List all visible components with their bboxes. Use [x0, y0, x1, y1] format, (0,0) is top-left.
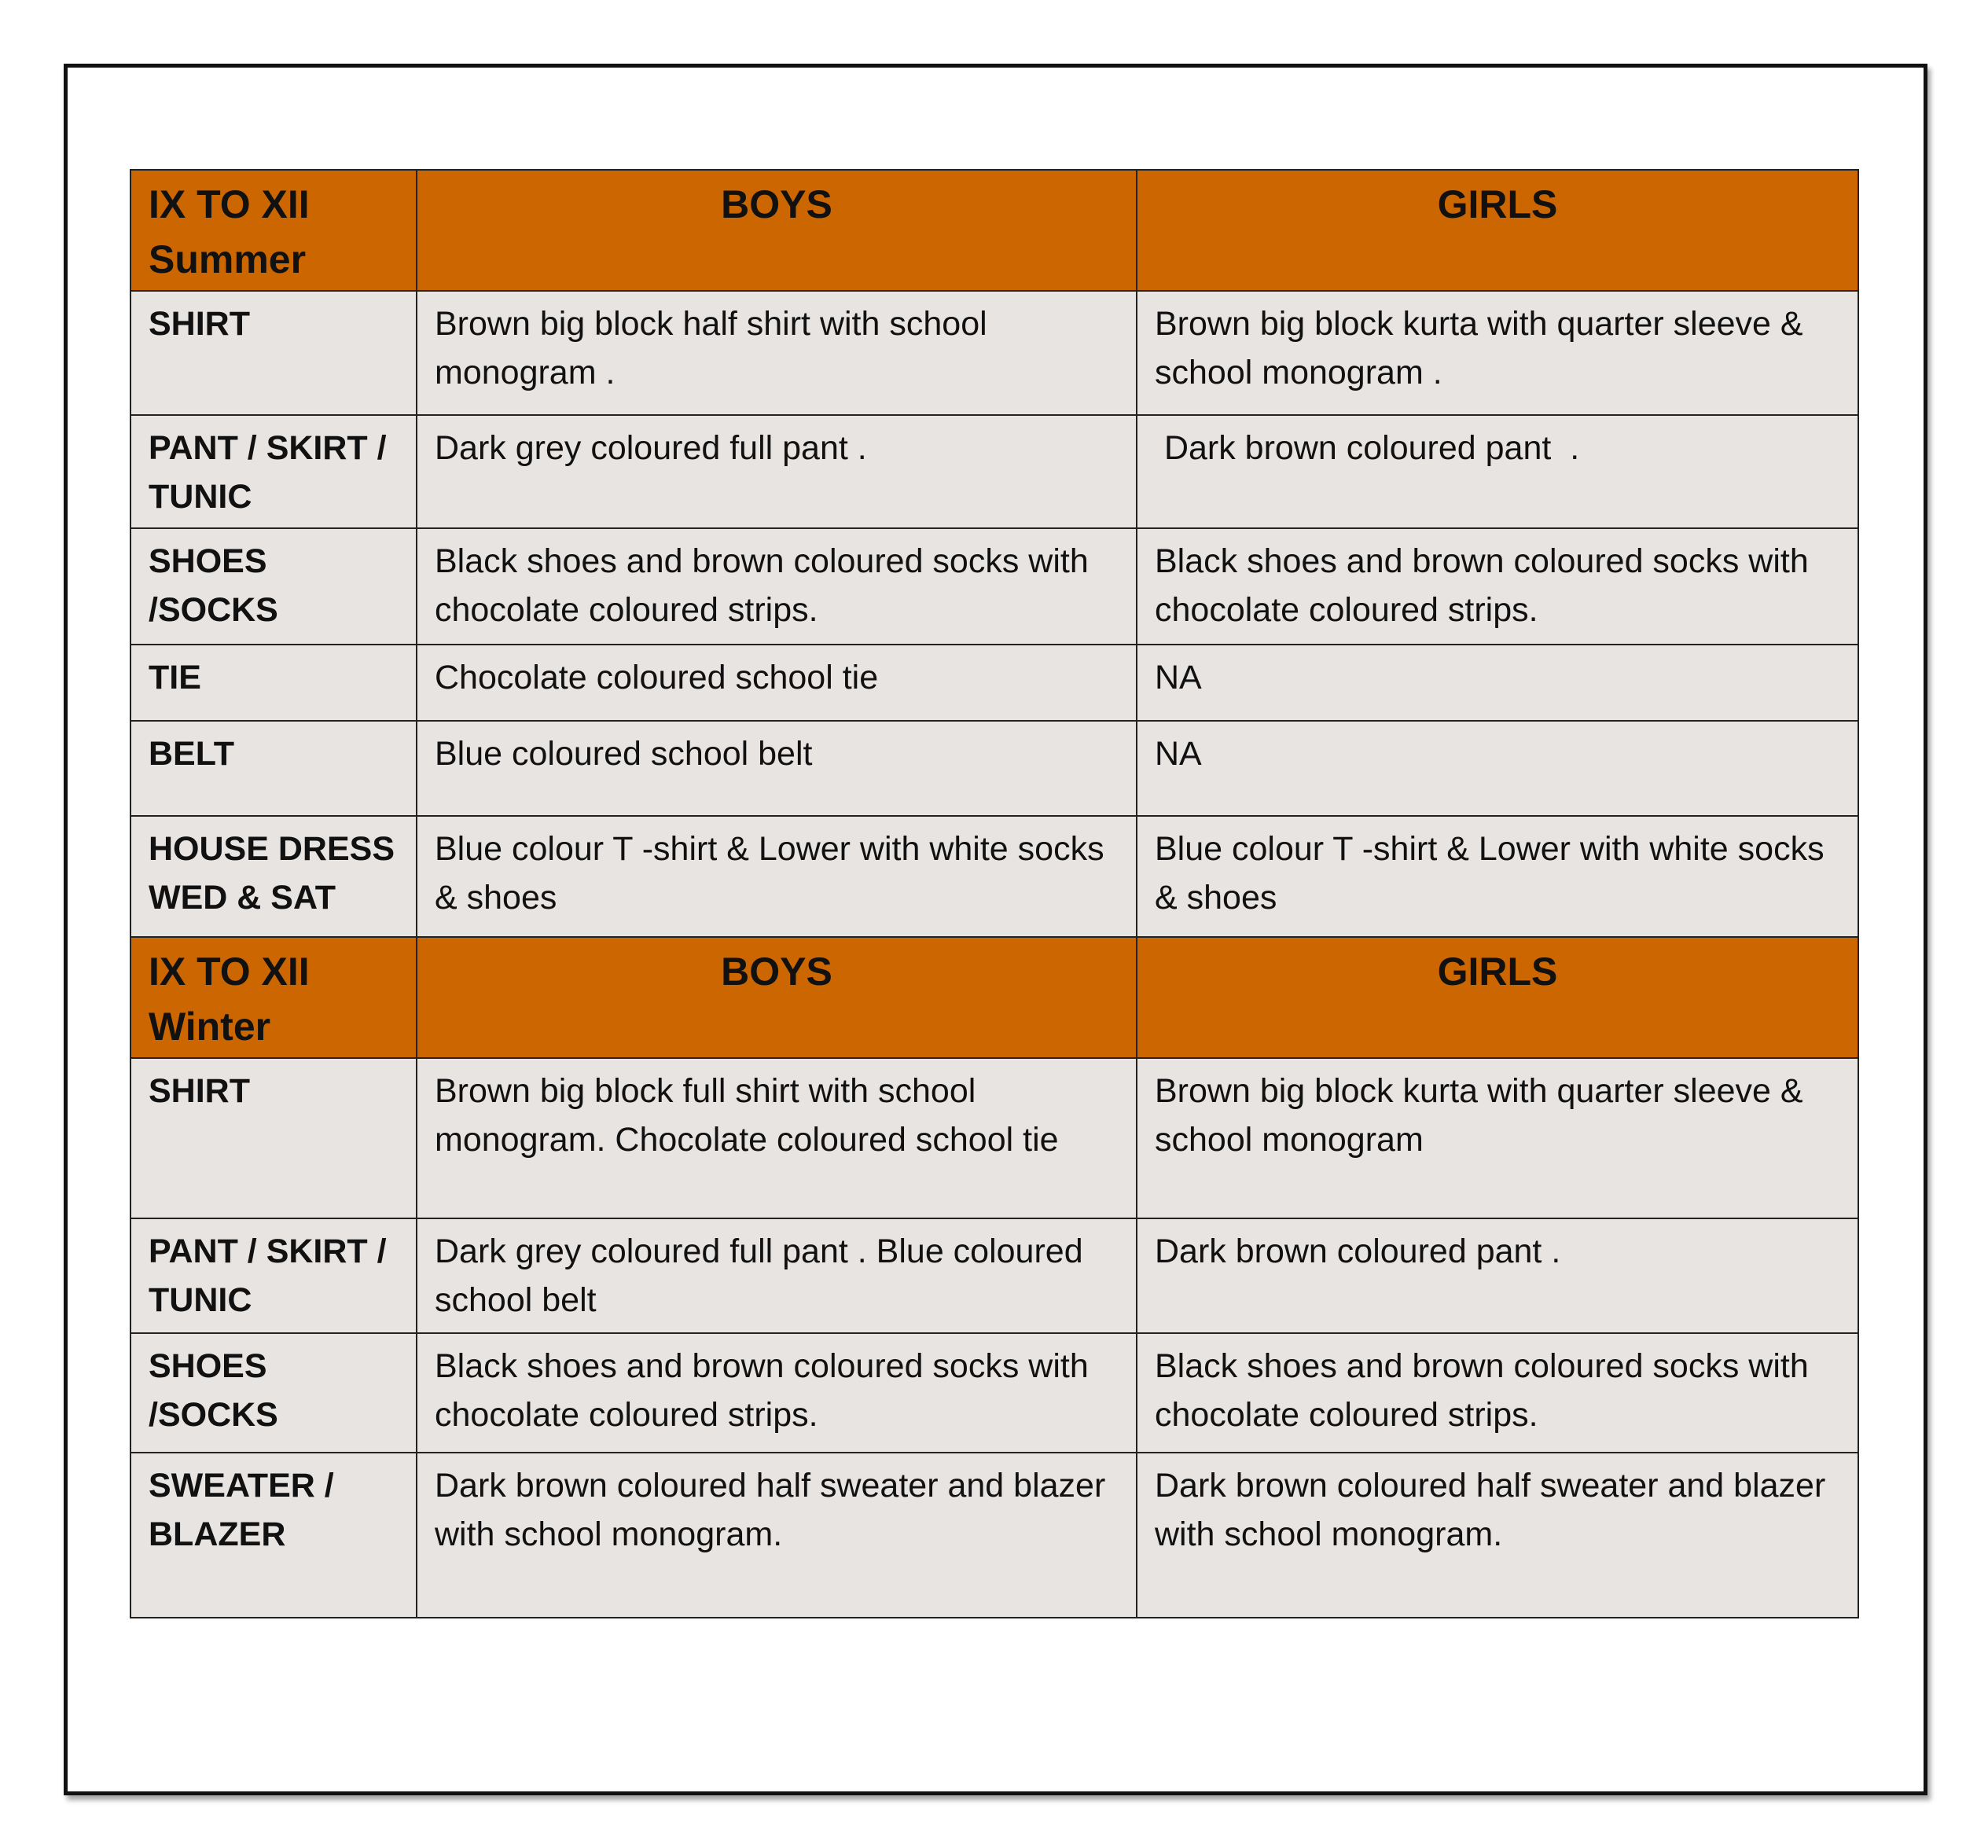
boys-cell: Dark grey coloured full pant . Blue coloured school belt: [417, 1218, 1137, 1333]
uniform-table: [130, 169, 1859, 1618]
girls-cell: Black shoes and brown coloured socks with chocolate coloured strips.: [1137, 1333, 1858, 1453]
table-row: [130, 528, 1858, 645]
boys-cell: Brown big block full shirt with school monogram. Chocolate coloured school tie: [417, 1058, 1137, 1218]
girls-cell: NA: [1137, 721, 1858, 816]
boys-cell: Blue coloured school belt: [417, 721, 1137, 816]
item-label: SWEATER / BLAZER: [130, 1453, 417, 1618]
boys-cell: Black shoes and brown coloured socks with chocolate coloured strips.: [417, 528, 1137, 645]
summer-header-label: [130, 170, 417, 291]
table-row: [130, 1453, 1858, 1618]
item-label: TIE: [130, 645, 417, 721]
winter-header-row: [130, 937, 1858, 1058]
girls-cell: Blue colour T -shirt & Lower with white socks & shoes: [1137, 816, 1858, 937]
item-label: PANT / SKIRT / TUNIC: [130, 1218, 417, 1333]
table-row: [130, 816, 1858, 937]
girls-cell: Black shoes and brown coloured socks with chocolate coloured strips.: [1137, 528, 1858, 645]
table-row: [130, 291, 1858, 415]
summer-header-boys: BOYS: [417, 170, 1137, 291]
item-label: SHOES /SOCKS: [130, 1333, 417, 1453]
item-label: SHIRT: [130, 1058, 417, 1218]
boys-cell: Chocolate coloured school tie: [417, 645, 1137, 721]
table-row: [130, 1058, 1858, 1218]
boys-cell: Black shoes and brown coloured socks with chocolate coloured strips.: [417, 1333, 1137, 1453]
winter-season: Winter: [149, 1005, 271, 1049]
table-row: [130, 1218, 1858, 1333]
table-row: [130, 721, 1858, 816]
winter-class-range: IX TO XII: [149, 950, 310, 994]
table-row: [130, 645, 1858, 721]
girls-cell: Dark brown coloured pant .: [1137, 415, 1858, 528]
summer-header-row: [130, 170, 1858, 291]
boys-cell: Dark grey coloured full pant .: [417, 415, 1137, 528]
girls-cell: Dark brown coloured pant .: [1137, 1218, 1858, 1333]
item-label: SHOES /SOCKS: [130, 528, 417, 645]
girls-cell: Brown big block kurta with quarter sleeve & school monogram .: [1137, 291, 1858, 415]
item-label: BELT: [130, 721, 417, 816]
girls-cell: Dark brown coloured half sweater and blazer with school monogram.: [1137, 1453, 1858, 1618]
winter-header-girls: GIRLS: [1137, 937, 1858, 1058]
winter-header-boys: BOYS: [417, 937, 1137, 1058]
summer-season: Summer: [149, 237, 307, 281]
table-row: [130, 415, 1858, 528]
item-label: SHIRT: [130, 291, 417, 415]
table-row: [130, 1333, 1858, 1453]
item-label: HOUSE DRESS WED & SAT: [130, 816, 417, 937]
item-label: PANT / SKIRT / TUNIC: [130, 415, 417, 528]
boys-cell: Blue colour T -shirt & Lower with white socks & shoes: [417, 816, 1137, 937]
summer-header-girls: GIRLS: [1137, 170, 1858, 291]
summer-class-range: IX TO XII: [149, 182, 310, 226]
girls-cell: Brown big block kurta with quarter sleeve & school monogram: [1137, 1058, 1858, 1218]
winter-header-label: [130, 937, 417, 1058]
boys-cell: Dark brown coloured half sweater and blazer with school monogram.: [417, 1453, 1137, 1618]
girls-cell: NA: [1137, 645, 1858, 721]
boys-cell: Brown big block half shirt with school monogram .: [417, 291, 1137, 415]
